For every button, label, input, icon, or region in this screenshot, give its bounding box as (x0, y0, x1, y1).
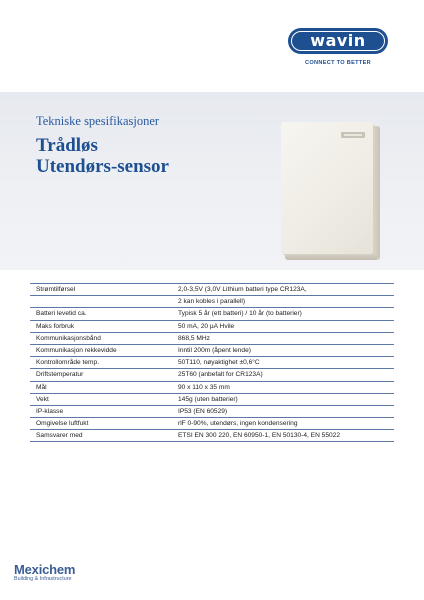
spec-row (30, 393, 394, 405)
spec-label: Kommunikasjonsbånd (30, 332, 172, 344)
brand-tagline: CONNECT TO BETTER (305, 60, 371, 66)
spec-value: IP53 (EN 60529) (172, 405, 394, 417)
spec-value: Typisk 5 år (ett batteri) / 10 år (to batterier) (172, 308, 394, 320)
company-subtitle: Building & Infrastructure (14, 576, 72, 582)
spec-label: Omgivelse luftfukt (30, 418, 172, 430)
spec-label: Kontrollområde temp. (30, 357, 172, 369)
spec-label (30, 296, 172, 308)
spec-label: Maks forbruk (30, 320, 172, 332)
spec-row (30, 430, 394, 442)
spec-value: rlF 0-90%, utendørs, ingen kondensering (172, 418, 394, 430)
document-subtitle: Tekniske spesifikasjoner (36, 114, 160, 128)
spec-row (30, 308, 394, 320)
product-image (281, 122, 381, 262)
spec-row (30, 320, 394, 332)
spec-value: Inntil 200m (åpent lende) (172, 344, 394, 356)
spec-label: Driftstemperatur (30, 369, 172, 381)
product-bottom (285, 254, 377, 260)
document-title (36, 135, 169, 177)
spec-value: 2 kan kobles i parallell) (172, 296, 394, 308)
spec-label: Mål (30, 381, 172, 393)
spec-value: 2,0-3,5V (3,0V Lithium batteri type CR123A, (172, 284, 394, 296)
spec-row (30, 296, 394, 308)
spec-value: 90 x 110 x 35 mm (172, 381, 394, 393)
spec-table (30, 283, 394, 442)
spec-value: 145g (uten batterier) (172, 393, 394, 405)
wavin-logo-text: wavin (310, 30, 366, 50)
spec-label: Kommunikasjon rekkevidde (30, 344, 172, 356)
spec-value: ETSI EN 300 220, EN 60950-1, EN 50130-4, EN 55022 (172, 430, 394, 442)
title-line-1: Trådløs (36, 135, 98, 156)
spec-value: 50T110, nøyaktighet ±0,6°C (172, 357, 394, 369)
spec-row (30, 357, 394, 369)
spec-value: 50 mA, 20 µA Hvile (172, 320, 394, 332)
spec-row (30, 332, 394, 344)
product-front (281, 122, 373, 254)
spec-label: Batteri levetid ca. (30, 308, 172, 320)
company-name: Mexichem (14, 562, 76, 577)
product-logo-plate (341, 132, 365, 138)
spec-value: 25T60 (anbefalt for CR123A) (172, 369, 394, 381)
spec-row (30, 405, 394, 417)
spec-row (30, 284, 394, 296)
title-line-2: Utendørs-sensor (36, 156, 169, 177)
spec-label: Strømtilførsel (30, 284, 172, 296)
spec-label: Vekt (30, 393, 172, 405)
wavin-logo-badge (288, 28, 388, 54)
spec-label: IP-klasse (30, 405, 172, 417)
spec-row (30, 344, 394, 356)
product-side (373, 126, 380, 260)
spec-row (30, 418, 394, 430)
spec-label: Samsvarer med (30, 430, 172, 442)
wavin-logo (288, 28, 388, 66)
mexichem-logo (14, 562, 75, 582)
spec-row (30, 381, 394, 393)
spec-row (30, 369, 394, 381)
spec-value: 868,5 MHz (172, 332, 394, 344)
